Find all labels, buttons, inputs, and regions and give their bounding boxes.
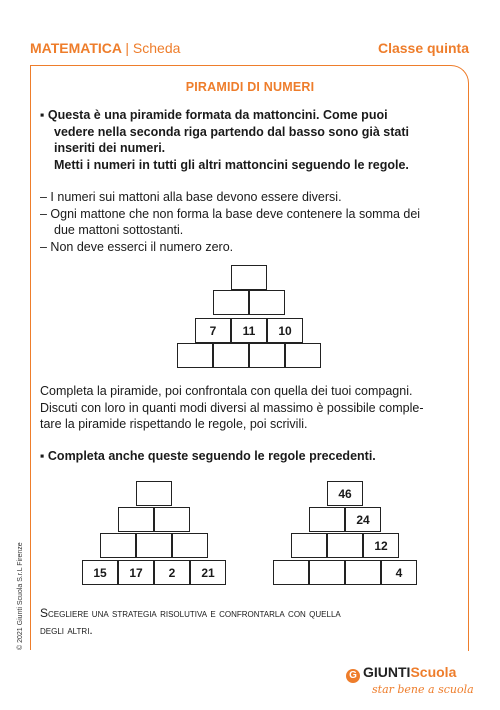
brick-21[interactable]: 21	[190, 560, 226, 585]
brick[interactable]	[177, 343, 213, 368]
giunti-logo-icon: G	[346, 669, 360, 683]
brick[interactable]	[249, 343, 285, 368]
brick[interactable]	[345, 560, 381, 585]
rule-item: – Non deve esserci il numero zero.	[40, 239, 234, 254]
header-separator: |	[125, 40, 130, 56]
publisher-tagline: star bene a scuola	[372, 683, 474, 696]
complete-paragraph: Completa la piramide, poi confrontala con quella dei tuoi compagni. Discuti con loro in quanti modi diversi al massimo è possibile comple- tare la piramide rispettando le regole, poi scrivili.	[40, 384, 424, 431]
brick[interactable]	[309, 507, 345, 532]
brick[interactable]	[154, 507, 190, 532]
grade-label: Classe quinta	[377, 40, 469, 56]
sheet-label: Scheda	[132, 40, 181, 56]
brick[interactable]	[213, 290, 249, 315]
strategy-note: Scegliere una strategia risolutiva e confrontarla con quella degli altri.	[40, 606, 341, 637]
brick-15[interactable]: 15	[82, 560, 118, 585]
brick-7[interactable]: 7	[195, 318, 231, 343]
brick[interactable]	[327, 533, 363, 558]
brick[interactable]	[291, 533, 327, 558]
page-title: PIRAMIDI DI NUMERI	[185, 80, 315, 94]
brick[interactable]	[273, 560, 309, 585]
brick[interactable]	[136, 481, 172, 506]
brick-17[interactable]: 17	[118, 560, 154, 585]
content-frame-left	[30, 65, 31, 650]
brick[interactable]	[249, 290, 285, 315]
brick[interactable]	[231, 265, 267, 290]
header-left	[30, 40, 180, 56]
brick[interactable]	[118, 507, 154, 532]
rule-item: – Ogni mattone che non forma la base deve contenere la somma dei	[40, 206, 421, 221]
brick-12[interactable]: 12	[363, 533, 399, 558]
publisher-logo: G GIUNTIScuola	[346, 664, 456, 683]
rules-list	[40, 189, 460, 255]
brick-4[interactable]: 4	[381, 560, 417, 585]
brick-10[interactable]: 10	[267, 318, 303, 343]
rule-item: due mattoni sottostanti.	[54, 223, 184, 237]
brick-11[interactable]: 11	[231, 318, 267, 343]
intro-paragraph: ▪ Questa è una piramide formata da mattoncini. Come puoi vedere nella seconda riga partendo dal basso sono già stati inseriti dei numeri. Metti i numeri in tutti gli altri mattoncini seguendo le regole.	[40, 108, 409, 172]
brick-24[interactable]: 24	[345, 507, 381, 532]
brick[interactable]	[309, 560, 345, 585]
brick[interactable]	[285, 343, 321, 368]
second-instruction: ▪ Completa anche queste seguendo le regole precedenti.	[40, 449, 376, 463]
brick-2[interactable]: 2	[154, 560, 190, 585]
brick[interactable]	[213, 343, 249, 368]
brick-46[interactable]: 46	[327, 481, 363, 506]
brick[interactable]	[100, 533, 136, 558]
rule-item: – I numeri sui mattoni alla base devono essere diversi.	[40, 190, 342, 204]
subject-label: MATEMATICA	[30, 40, 122, 56]
brick[interactable]	[172, 533, 208, 558]
brick[interactable]	[136, 533, 172, 558]
bullet-icon: ▪	[40, 108, 45, 122]
copyright-text: © 2021 Giunti Scuola S.r.L Firenze	[17, 542, 24, 650]
